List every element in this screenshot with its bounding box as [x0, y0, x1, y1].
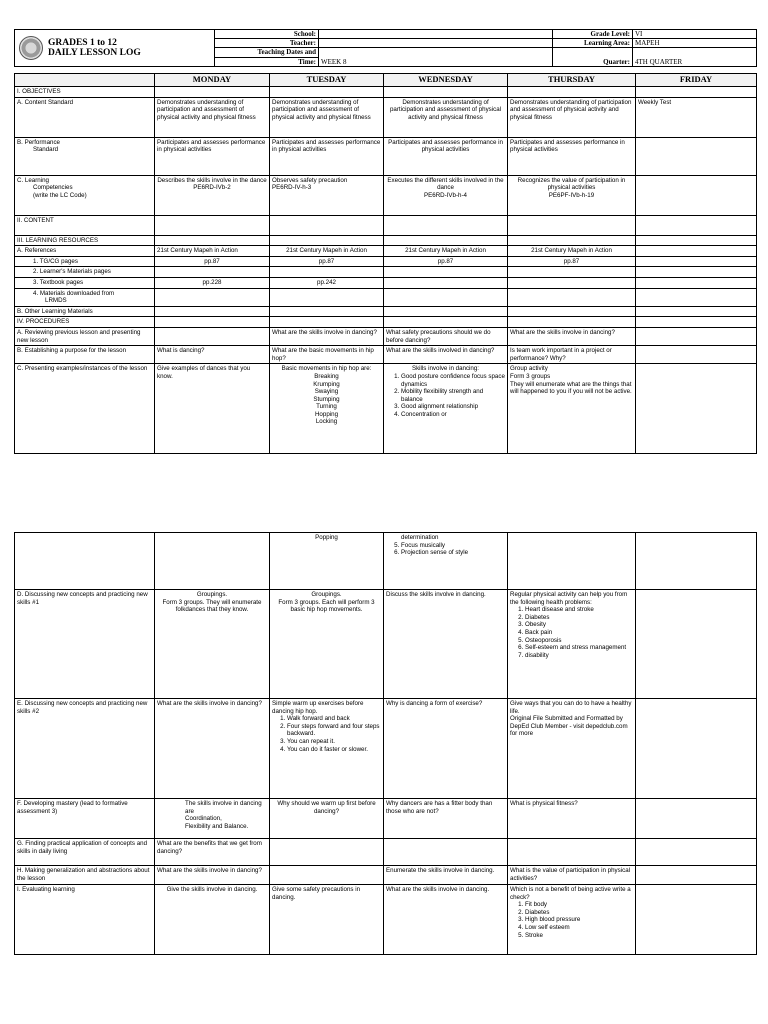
performance-standard-wed: Participates and assesses performance in physical activities [384, 137, 508, 175]
day-header-tuesday: TUESDAY [270, 74, 384, 87]
deped-logo [15, 30, 214, 66]
references-label: A. References [15, 246, 155, 257]
evaluating-mon: Give the skills involve in dancing. [155, 885, 270, 955]
application-mon: What are the benefits that we get from dancing? [155, 839, 270, 866]
page-1 [14, 29, 756, 454]
performance-standard-tue: Participates and assesses performance in physical activities [270, 137, 384, 175]
teacher-value[interactable] [319, 39, 553, 48]
quarter-label: Quarter: [553, 48, 633, 67]
lesson-table-page1 [14, 73, 757, 454]
group-activity-form: Form 3 groups [510, 372, 551, 380]
competencies-label-2: Competencies [33, 184, 73, 192]
hiphop-move: Breaking [314, 372, 339, 380]
content-standard-fri: Weekly Test [636, 97, 757, 137]
presenting-thu [508, 364, 636, 454]
generalization-label: H. Making generalization and abstractions about the lesson [15, 866, 155, 885]
list-item: 2. Four steps forward and four steps backward. [287, 723, 381, 738]
presenting-tue-continued: Popping [270, 533, 384, 590]
new-concepts-2-mon: What are the skills involve in dancing? [155, 699, 270, 799]
presenting-wed [384, 364, 508, 454]
performance-standard-label-2: Standard [33, 146, 59, 154]
section-procedures: IV. PROCEDURES [15, 317, 155, 328]
content-standard-label: A. Content Standard [15, 97, 155, 137]
learners-materials-label: 2. Learner's Materials pages [15, 267, 155, 278]
new-concepts-2-tue [270, 699, 384, 799]
section-resources: III. LEARNING RESOURCES [15, 235, 155, 246]
teaching-dates-label: Teaching Dates and [215, 48, 319, 58]
generalization-wed: Enumerate the skills involve in dancing. [384, 866, 508, 885]
content-standard-tue: Demonstrates understanding of participation and assessment of physical activity and physical fitness [270, 97, 384, 137]
list-item: 3. Good alignment relationship [401, 403, 505, 411]
presenting-wed-continued [384, 533, 508, 590]
evaluation-intro: Which is not a benefit of being active write a check? [510, 886, 631, 901]
mastery-tue: Why should we warm up first before dancing? [270, 799, 384, 839]
header-table [14, 29, 757, 67]
page-2 [14, 532, 756, 955]
new-concepts-2-label: E. Discussing new concepts and practicing new skills #2 [15, 699, 155, 799]
performance-standard-label [15, 137, 155, 175]
performance-standard-mon: Participates and assesses performance in physical activities [155, 137, 270, 175]
quarter-value[interactable]: 4TH QUARTER [633, 48, 757, 67]
new-concepts-1-wed: Discuss the skills involve in dancing. [384, 590, 508, 699]
competencies-thu [508, 175, 636, 215]
list-item: 2. Diabetes [525, 909, 633, 917]
section-objectives: I. OBJECTIVES [15, 87, 155, 98]
competencies-thu-text: Recognizes the value of participation in physical activities [517, 176, 626, 192]
tg-cg-pages-wed: pp.87 [384, 256, 508, 267]
day-header-monday: MONDAY [155, 74, 270, 87]
mastery-mon [155, 799, 270, 839]
content-standard-mon: Demonstrates understanding of participation and assessment of physical activity and physical fitness [155, 97, 270, 137]
form-title-line2: DAILY LESSON LOG [48, 48, 141, 58]
teaching-dates-value[interactable]: WEEK 8 [319, 48, 553, 67]
day-header-blank [15, 74, 155, 87]
tg-cg-pages-label: 1. TG/CG pages [15, 256, 155, 267]
list-item: 1. Heart disease and stroke [525, 606, 633, 614]
lrmds-label-2: LRMDS [45, 297, 67, 305]
list-item: 5. Osteoporosis [525, 637, 633, 645]
purpose-wed: What are the skills involved in dancing? [384, 346, 508, 364]
teacher-label: Teacher: [215, 39, 319, 48]
generalization-thu: What is the value of participation in physical activities? [508, 866, 636, 885]
mastery-mon-line3: Flexibility and Balance. [185, 822, 249, 830]
groupings-title: Groupings. [311, 591, 342, 598]
generalization-mon: What are the skills involve in dancing? [155, 866, 270, 885]
competencies-label-3: (write the LC Code) [33, 191, 87, 199]
list-item: 4. Concentration or [401, 411, 505, 419]
deped-seal-icon [19, 36, 43, 60]
textbook-pages-mon: pp.228 [155, 277, 270, 288]
reviewing-thu: What are the skills involve in dancing? [508, 327, 636, 345]
list-item: 5. Focus musically [401, 542, 505, 550]
references-thu: 21st Century Mapeh in Action [508, 246, 636, 257]
presenting-mon: Give examples of dances that you know. [155, 364, 270, 454]
new-concepts-1-label: D. Discussing new concepts and practicing new skills #1 [15, 590, 155, 699]
presenting-label: C. Presenting examples/instances of the lesson [15, 364, 155, 454]
hiphop-move: Krumping [313, 380, 340, 388]
dance-skills-title: Skills involve in dancing: [411, 365, 480, 373]
new-concepts-2-wed: Why is dancing a form of exercise? [384, 699, 508, 799]
list-item: 2. Diabetes [525, 614, 633, 622]
list-item: 5. Stroke [525, 932, 633, 940]
competencies-wed-code: PE6RD-IVb-h-4 [424, 191, 467, 199]
competencies-mon [155, 175, 270, 215]
groupings-task: Form 3 groups. They will enumerate folkdances that they know. [162, 598, 262, 614]
list-item: 4. You can do it faster or slower. [287, 746, 381, 754]
competencies-wed-text: Executes the different skills involved in the dance [387, 176, 504, 192]
day-header-thursday: THURSDAY [508, 74, 636, 87]
competencies-label [15, 175, 155, 215]
form-title-line1: GRADES 1 to 12 [48, 37, 117, 48]
list-item: 3. Obesity [525, 621, 633, 629]
groupings-task: Form 3 groups. Each will perform 3 basic hip hop movements. [278, 598, 375, 614]
grade-level-value[interactable]: VI [633, 30, 757, 39]
list-item: 7. disability [525, 652, 633, 660]
performance-standard-thu: Participates and assesses performance in physical activities [508, 137, 636, 175]
list-item: 6. Projection sense of style [401, 549, 505, 557]
new-concepts-2-thu [508, 699, 636, 799]
competencies-tue [270, 175, 384, 215]
tg-cg-pages-tue: pp.87 [270, 256, 384, 267]
evaluating-wed: What are the skills involve in dancing. [384, 885, 508, 955]
competencies-tue-code: PE6RD-IV-h-3 [272, 184, 312, 192]
warmup-intro: Simple warm up exercises before dancing hip hop. [272, 700, 364, 715]
hiphop-move: Stumping [313, 395, 340, 403]
hiphop-move: Locking [315, 418, 338, 426]
list-item: 4. Back pain [525, 629, 633, 637]
lrmds-label-1: 4. Materials downloaded from [33, 289, 115, 297]
textbook-pages-tue: pp.242 [270, 277, 384, 288]
new-concepts-1-mon [155, 590, 270, 699]
tg-cg-pages-thu: pp.87 [508, 256, 636, 267]
section-content: II. CONTENT [15, 215, 155, 235]
health-problems-intro: Regular physical activity can help you from the following health problems: [510, 591, 628, 606]
list-item: 1. Good posture confidence focus space dynamics [401, 373, 505, 388]
content-standard-wed: Demonstrates understanding of participation and assessment of physical activity and physical fitness [384, 97, 508, 137]
performance-standard-label-1: B. Performance [17, 138, 60, 146]
competencies-wed [384, 175, 508, 215]
lesson-table-page2 [14, 532, 757, 955]
hiphop-move: Swaying [314, 388, 339, 396]
presenting-tue [270, 364, 384, 454]
textbook-pages-label: 3. Textbook pages [15, 277, 155, 288]
day-header-wednesday: WEDNESDAY [384, 74, 508, 87]
lrmds-label [15, 288, 155, 306]
new-concepts-1-thu [508, 590, 636, 699]
group-activity-title: Group activity [510, 365, 548, 373]
mastery-mon-line2: Coordination, [185, 815, 222, 823]
list-item: 3. You can repeat it. [287, 738, 381, 746]
healthy-life-prompt: Give ways that you can do to have a healthy life. [510, 700, 632, 715]
time-label: Time: [215, 58, 319, 67]
competencies-mon-text: Describes the skills involve in the dance [157, 176, 267, 184]
learning-area-value[interactable]: MAPEH [633, 39, 757, 48]
evaluating-label: I. Evaluating learning [15, 885, 155, 955]
tg-cg-pages-mon: pp.87 [155, 256, 270, 267]
competencies-thu-code: PE6PF-IVb-h-19 [548, 191, 595, 199]
mastery-mon-line1: The skills involve in dancing are [185, 800, 262, 815]
references-tue: 21st Century Mapeh in Action [270, 246, 384, 257]
content-standard-thu: Demonstrates understanding of participation and assessment of physical activity and physical fitness [508, 97, 636, 137]
depedclub-credit: Original File Submitted and Formatted by DepEd Club Member - visit depedclub.com for more [510, 715, 628, 738]
school-value[interactable] [319, 30, 553, 39]
new-concepts-1-tue [270, 590, 384, 699]
list-item: 2. Mobility flexibility strength and balance [401, 388, 505, 403]
learning-area-label: Learning Area: [553, 39, 633, 48]
other-materials-label: B. Other Learning Materials [15, 306, 155, 317]
list-item: 6. Self-esteem and stress management [525, 644, 633, 652]
school-label: School: [215, 30, 319, 39]
list-item: 1. Fit body [525, 901, 633, 909]
competencies-mon-code: PE6RD-IVb-2 [193, 184, 231, 192]
purpose-label: B. Establishing a purpose for the lesson [15, 346, 155, 364]
evaluating-tue: Give some safety precautions in dancing. [270, 885, 384, 955]
purpose-mon: What is dancing? [155, 346, 270, 364]
reviewing-wed: What safety precautions should we do before dancing? [384, 327, 508, 345]
mastery-label: F. Developing mastery (lead to formative assessment 3) [15, 799, 155, 839]
references-mon: 21st Century Mapeh in Action [155, 246, 270, 257]
hiphop-move: Hopping [314, 410, 339, 418]
reviewing-tue: What are the skills involve in dancing? [270, 327, 384, 345]
mastery-thu: What is physical fitness? [508, 799, 636, 839]
day-header-friday: FRIDAY [636, 74, 757, 87]
evaluating-thu [508, 885, 636, 955]
list-item: 4. Low self esteem [525, 924, 633, 932]
references-wed: 21st Century Mapeh in Action [384, 246, 508, 257]
purpose-thu: Is team work important in a project or performance? Why? [508, 346, 636, 364]
grade-level-label: Grade Level: [553, 30, 633, 39]
mastery-wed: Why dancers are has a fitter body than those who are not? [384, 799, 508, 839]
application-label: G. Finding practical application of concepts and skills in daily living [15, 839, 155, 866]
group-activity-task: They will enumerate what are the things that will happened to you if you will not be active. [510, 380, 632, 396]
list-item-continued: determination [401, 534, 439, 541]
purpose-tue: What are the basic movements in hip hop? [270, 346, 384, 364]
hiphop-moves-title: Basic movements in hip hop are: [281, 365, 372, 373]
competencies-tue-text: Observes safety precaution [272, 176, 348, 184]
hiphop-move: Turning [316, 403, 337, 411]
competencies-label-1: C. Learning [17, 176, 49, 184]
groupings-title: Groupings. [196, 591, 228, 598]
list-item: 1. Walk forward and back [287, 715, 381, 723]
reviewing-label: A. Reviewing previous lesson and presenting new lesson [15, 327, 155, 345]
list-item: 3. High blood pressure [525, 916, 633, 924]
